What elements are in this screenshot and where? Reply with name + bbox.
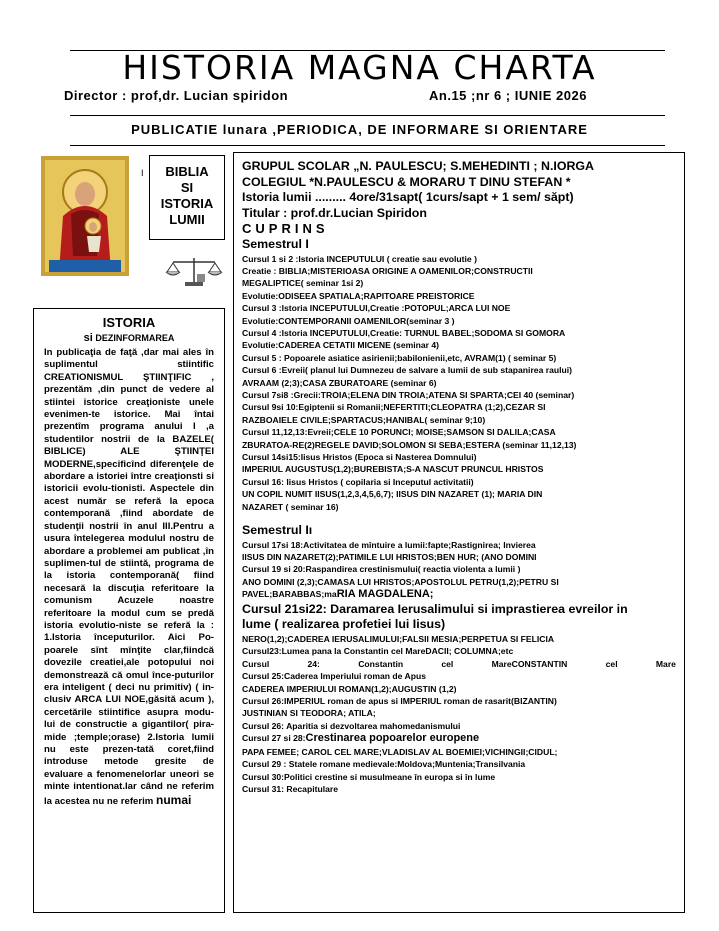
semester-1-title: Semestrul I	[242, 237, 309, 251]
article-last-word: numai	[156, 792, 192, 807]
course-line: Evolutie:CONTEMPORANII OAMENILOR(seminar 3 )	[242, 315, 455, 326]
course-24-word: cel	[441, 658, 454, 669]
subtitle-si: si	[83, 332, 93, 344]
course-line: CADEREA IMPERIULUI ROMAN(1,2);AUGUSTIN (1,2)	[242, 683, 457, 694]
semester-1-list	[242, 253, 676, 514]
magdalena-part: RIA MAGDALENA;	[336, 588, 434, 601]
biblia-line: LUMII	[169, 212, 205, 227]
course-line: UN COPIL NUMIT IISUS(1,2,3,4,5,6,7); IISUS DIN NAZARET (1); MARIA DIN	[242, 489, 543, 500]
course-line: Cursul 1 si 2 :Istoria INCEPUTULUI ( creatie sau evolutie )	[242, 253, 477, 264]
course-line: Cursul 4 :Istoria INCEPUTULUI,Creatie: TURNUL BABEL;SODOMA SI GOMORA	[242, 327, 566, 338]
course-24-line	[242, 658, 676, 670]
school-group: GRUPUL SCOLAR „N. PAULESCU; S.MEHEDINTI ; N.IORGA	[242, 159, 594, 173]
course-line: ZBURATOA-RE(2)REGELE DAVID;SOLOMON SI SEBA;ESTERA (seminar 11,12,13)	[242, 439, 577, 450]
course-line: PAPA FEMEE; CAROL CEL MARE;VLADISLAV AL BOEMIEI;VICHINGII;CIDUL;	[242, 747, 558, 757]
cuprins-heading: CUPRINS	[242, 221, 329, 236]
course-line: Cursul 14si15:Iisus Hristos (Epoca si Nasterea Domnului)	[242, 452, 477, 462]
subtitle-rest: DEZINFORMAREA	[92, 333, 175, 343]
course-line: Cursul 25:Caderea Imperiului roman de Apus	[242, 671, 427, 682]
course-line: Cursul 3 :Istoria INCEPUTULUI,Creatie :POTOPUL;ARCA LUI NOE	[242, 303, 511, 314]
curriculum-box	[233, 152, 685, 913]
course-24-word: MareCONSTANTIN	[491, 658, 568, 669]
biblia-line: SI	[180, 180, 194, 195]
course-line: Cursul 17si 18:Activitatea de mîntuire a lumii:fapte;Rastignirea; Invierea	[242, 539, 536, 550]
semester-2-title: Semestrul Iı	[242, 523, 313, 538]
director-line: Director : prof,dr. Lucian spiridon	[64, 88, 289, 103]
course-21-line: Cursul 21si22: Daramarea Ierusalimului si imprastierea evreilor in	[242, 601, 628, 616]
course-line: Cursul 7si8 :Grecii:TROIA;ELENA DIN TROIA;ATENA SI SPARTA;CEI 40 (seminar)	[242, 389, 575, 400]
course-line: Evolutie:CADEREA CETATII MICENE (seminar 4)	[242, 340, 440, 351]
course-21-line: lume ( realizarea profetiei lui Iisus)	[242, 617, 446, 632]
course-24-word: Cursul	[242, 658, 270, 669]
course-line: Cursul 30:Politici crestine si musulmeane în europa si în lume	[242, 771, 496, 782]
course-24-word: Mare	[655, 658, 676, 669]
course-24-word: Constantin	[358, 658, 404, 669]
course-line: RAZBOAIELE CIVILE;SPARTACUS;HANIBAL( seminar 9;10)	[242, 414, 486, 425]
issue-line: An.15 ;nr 6 ; IUNIE 2026	[429, 88, 587, 103]
pavel-part: PAVEL;BARABBAS;ma	[242, 589, 337, 600]
course-line: Cursul 9si 10:Egiptenii si Romanii;NEFERTITI;CLEOPATRA (1;2),CEZAR SI	[242, 402, 546, 413]
mid-rule	[70, 115, 665, 116]
biblia-box	[149, 155, 225, 240]
course-line: NERO(1,2);CADEREA IERUSALIMULUI;FALSII MESIA;PERPETUA SI FELICIA	[242, 633, 555, 644]
course-line: Cursul 31: Recapitulare	[242, 784, 338, 795]
course-27-topic: Crestinarea popoarelor europene	[305, 732, 480, 745]
course-line: Cursul 6 :Evreii( planul lui Dumnezeu de salvare a lumii de sub stapanirea raului)	[242, 365, 572, 376]
course-27-line	[242, 732, 676, 746]
course-line: NAZARET ( seminar 16)	[242, 501, 339, 512]
course-line: Cursul 11,12,13:Evreii;CELE 10 PORUNCI; MOISE;SAMSON SI DALILA;CASA	[242, 427, 556, 438]
bottom-rule	[70, 145, 665, 146]
course-line: AVRAAM (2;3);CASA ZBURATOARE (seminar 6)	[242, 377, 437, 388]
article-title: ISTORIA	[102, 315, 156, 330]
course-line: JUSTINIAN SI TEODORA; ATILA;	[242, 708, 376, 719]
article-text: In publicaţia de faţă ,dar mai ales în suplimentul stiintific CREATIONISMUL ŞTIINŢIFIC , prezentăm ,din punct de vedere al stiintei istorice creaţioniste unele evenimen-te istorice. Mai întai prezentîm programa anului I ,a studentilor nostrii de la BAZELE( BIBLICE) ALE ŞTIINŢEI MODERNE,specificînd diferenţele de abordare a istoriei între creaţionsti si istoricii evolu-tionisti. Aspectele din acest număr se referă la epoca contemporană ,fiind abordate de studenţii nostrii în anul III.Pentru a usura întelegerea modulul nostru de abordare a problemei am publicat ,în suplimen-tul de stiintă, programa de la istoria contemporană( fiind necesară la discuţia referitoare la comunism Acuzele noastre referitoare la modul cum se predă istoria evolutio-niste se referă la : 1.Istoria începuturilor. Aici Po-poarele sînt mînţite clar,fiindcă dovezile creatiei,ale potopului noi demonstrează că omul înce-puturilor era inteligent ( deci nu primitiv) ( in-clusiv ARCA LUI NOE,găsită acum ), cercetările stiintifice asupra modu-lui de constructie a gigantilor( pira-mide ;temple;orase) 2.Istoria lumii nu este prezen-tată coret,fiind introduse metode gresite de evaluare a fenomenelorlar uneori se minte intentionat.Iar când ne referim la acestea nu ne referim	[44, 347, 214, 807]
course-line: Cursul 16: Iisus Hristos ( copilaria si Inceputul activitatii)	[242, 476, 474, 487]
course-line: Cursul 29 : Statele romane medievale:Moldova;Muntenia;Transilvania	[242, 759, 526, 770]
article-body	[44, 347, 214, 808]
hours-line: Istoria lumii ......... 4ore/31sapt( 1curs/sapt + 1 sem/ săpt)	[242, 190, 574, 204]
course-line: ANO DOMINI (2,3);CAMASA LUI HRISTOS;APOSTOLUL PETRU(1,2);PETRU SI	[242, 576, 559, 587]
article-subtitle	[44, 331, 214, 345]
course-line: IMPERIUL AUGUSTUS(1,2);BUREBISTA;S-A NASCUT PRUNCUL HRISTOS	[242, 464, 544, 475]
course-line: Cursul 26: Aparitia si dezvoltarea mahomedanismului	[242, 720, 461, 731]
course-line: IISUS DIN NAZARET(2);PATIMILE LUI HRISTOS;BEN HUR; (ANO DOMINI	[242, 551, 537, 562]
course-line: MEGALIPTICE( seminar 1si 2)	[242, 278, 364, 289]
article-box	[33, 308, 225, 913]
course-line: Creatie : BIBLIA;MISTERIOASA ORIGINE A OAMENILOR;CONSTRUCTII	[242, 265, 533, 276]
publication-tagline: PUBLICATIE lunara ,PERIODICA, DE INFORMARE SI ORIENTARE	[131, 122, 588, 137]
biblia-line: ISTORIA	[160, 196, 214, 211]
biblia-line: BIBLIA	[165, 164, 209, 179]
madonna-icon	[41, 156, 129, 276]
course-line: Cursul23:Lumea pana la Constantin cel MareDACII; COLUMNA;etc	[242, 646, 514, 657]
course-24-word: 24:	[307, 658, 320, 669]
course-27-label: Cursul 27 si 28:	[242, 733, 306, 744]
titular-line: Titular : prof.dr.Lucian Spiridon	[242, 205, 427, 220]
newspaper-title: HISTORIA MAGNA CHARTA	[122, 48, 597, 87]
course-line: Evolutie:ODISEEA SPATIALA;RAPITOARE PREISTORICE	[242, 290, 475, 301]
course-line: Cursul 26:IMPERIUL roman de apus si IMPERIUL roman de rasarit(BIZANTIN)	[242, 695, 557, 706]
course-line-pavel	[242, 588, 676, 602]
course-line: Cursul 19 si 20:Raspandirea crestinismului( reactia violenta a lumii )	[242, 564, 521, 575]
balance-scales-icon	[163, 254, 225, 288]
course-line: Cursul 5 : Popoarele asiatice asirienii;babilonienii,etc, AVRAM(1) ( seminar 5)	[242, 352, 557, 363]
course-24-word: cel	[605, 658, 618, 669]
college-line: COLEGIUL *N.PAULESCU & MORARU T DINU STEFAN *	[242, 174, 571, 189]
section-marker: I	[141, 168, 144, 178]
semester-2-list	[242, 539, 676, 796]
